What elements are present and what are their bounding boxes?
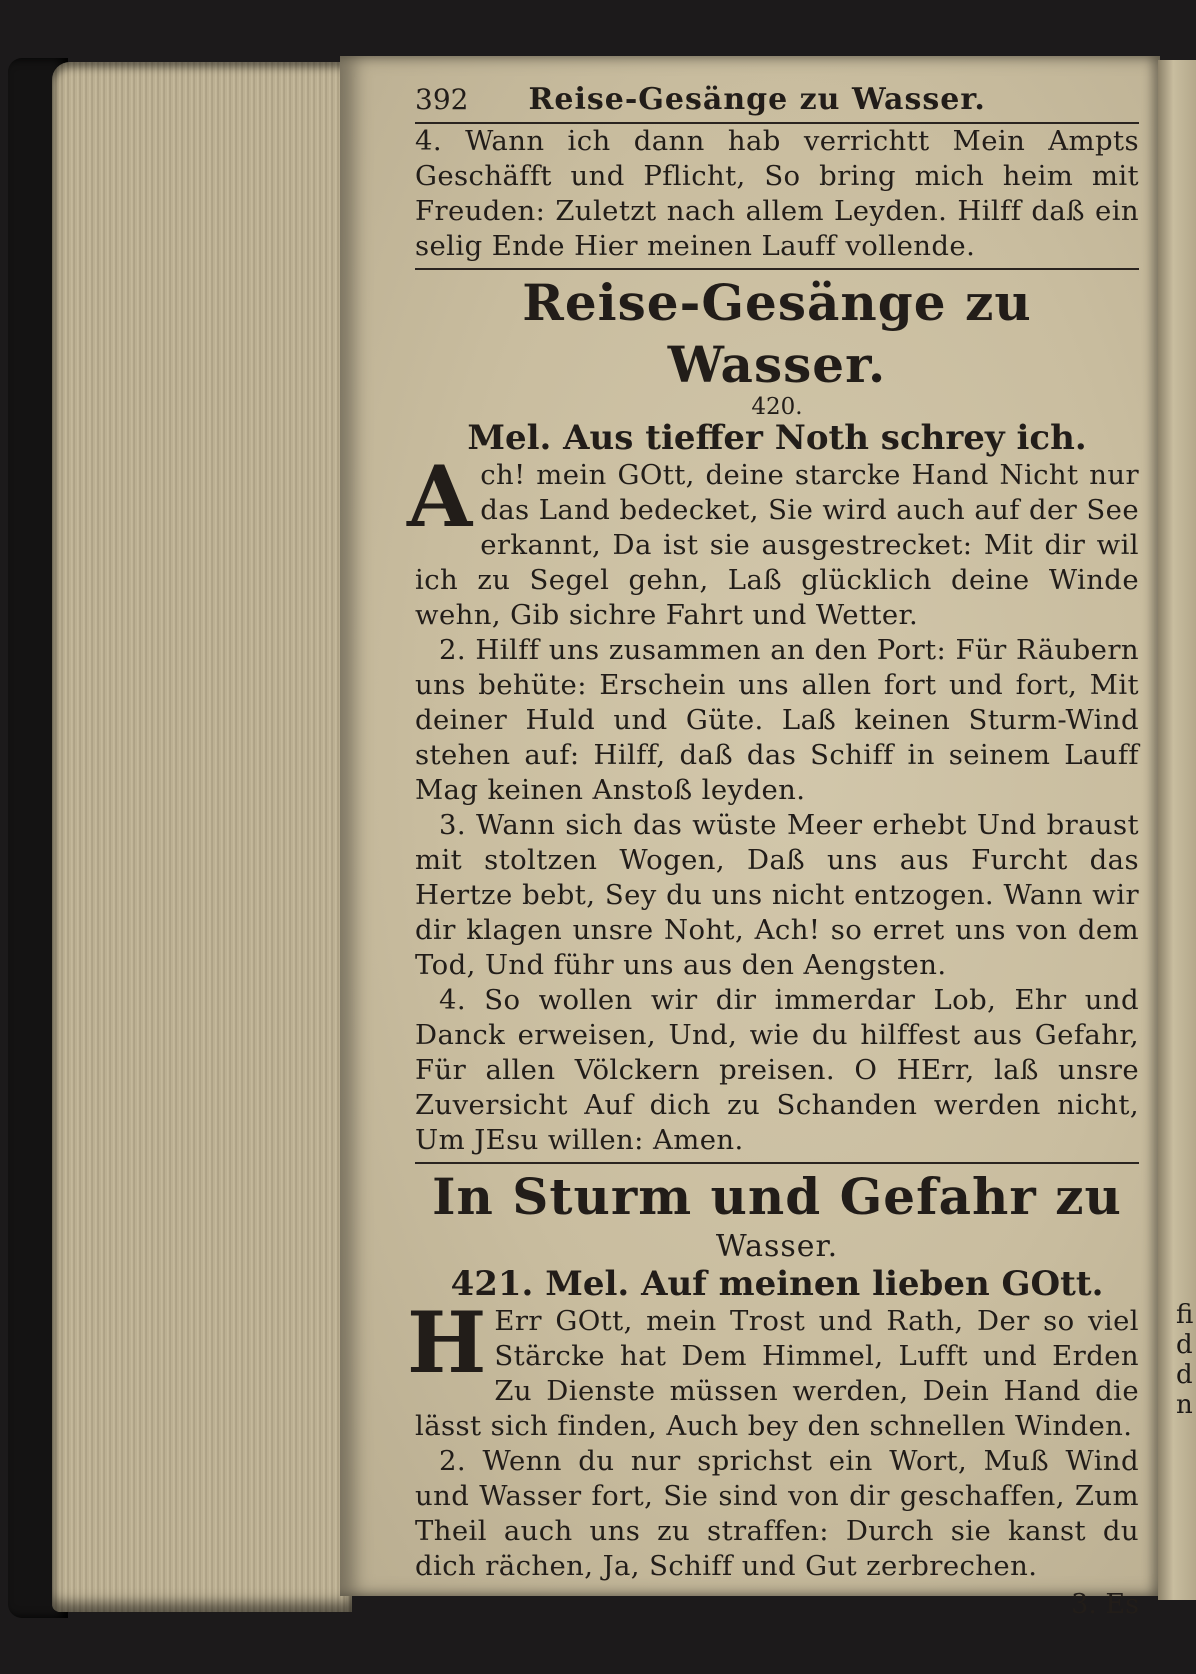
melody-line-420: Mel. Aus tieffer Noth schrey ich. xyxy=(467,418,1087,458)
hymn-421-stanza-2: 2. Wenn du nur sprichst ein Wort, Muß Wind und Wasser fort, Sie sind von dir geschaffen, Zum Theil auch uns zu straffen: Durch sie kanst du dich rächen, Ja, Schiff und Gut zerbrechen. xyxy=(415,1445,1139,1582)
catchword: 3. Es xyxy=(1071,1589,1139,1620)
stanza-text: ch! mein GOtt, deine starcke Hand Nicht nur das Land bedecket, Sie wird auch auf der See erkannt, Da ist sie ausgestrecket: Mit dir wil ich zu Segel gehn, Laß glücklich deine Winde wehn, Gib sichre Fahrt und Wetter. xyxy=(415,459,1139,631)
drop-cap: H xyxy=(407,1293,487,1392)
section-divider xyxy=(415,1162,1139,1164)
melody-line-421: 421. Mel. Auf meinen lieben GOtt. xyxy=(450,1264,1104,1304)
section-title-storm-line2: Wasser. xyxy=(715,1229,839,1264)
running-head-title: Reise-Gesänge zu Wasser. xyxy=(528,82,986,117)
hymn-420-stanza-2: 2. Hilff uns zusammen an den Port: Für Räubern uns behüte: Erschein uns allen fort und fort, Mit deiner Huld und Güte. Laß keinen Sturm-Wind stehen auf: Hilff, daß das Schiff in seinem Lauff Mag keinen Anstoß leyden. xyxy=(415,634,1139,806)
running-header xyxy=(415,82,1139,124)
hymn-420-stanza-4: 4. So wollen wir dir immerdar Lob, Ehr und Danck erweisen, Und, wie du hilffest aus Gefahr, Für allen Völckern preisen. O HErr, laß unsre Zuversicht Auf dich zu Schanden werden nicht, Um JEsu willen: Amen. xyxy=(415,984,1139,1156)
hymn-420-stanza-3: 3. Wann sich das wüste Meer erhebt Und braust mit stoltzen Wogen, Daß uns aus Furcht das Hertze bebt, Sey du uns nicht entzogen. Wann wir dir klagen unsre Noht, Ach! so erret uns von dem Tod, Und führ uns aus den Aengsten. xyxy=(415,809,1139,981)
hymn-number-420: 420. xyxy=(751,394,803,420)
section-title-travel-hymns: Reise-Gesänge zu Wasser. xyxy=(522,273,1032,394)
page-edges xyxy=(52,62,352,1612)
section-divider xyxy=(415,268,1139,270)
page-content xyxy=(407,82,1139,1622)
hymn-420-stanza-1 xyxy=(407,447,1139,633)
stanza-text: Err GOtt, mein Trost und Rath, Der so viel Stärcke hat Dem Himmel, Lufft und Erden Zu Dienste müssen werden, Dein Hand die lässt sich finden, Auch bey den schnellen Winden. xyxy=(415,1305,1139,1442)
page-number: 392 xyxy=(415,83,469,116)
adjacent-page-fragment: fi d d n xyxy=(1176,1300,1194,1420)
drop-cap: A xyxy=(407,447,473,546)
previous-hymn-stanza: 4. Wann ich dann hab verrichtt Mein Ampts Geschäfft und Pflicht, So bring mich heim mit Freuden: Zuletzt nach allem Leyden. Hilff daß ein selig Ende Hier meinen Lauff vollende. xyxy=(415,125,1139,262)
section-title-storm: In Sturm und Gefahr zu xyxy=(432,1167,1122,1226)
hymn-421-stanza-1 xyxy=(407,1293,1139,1444)
